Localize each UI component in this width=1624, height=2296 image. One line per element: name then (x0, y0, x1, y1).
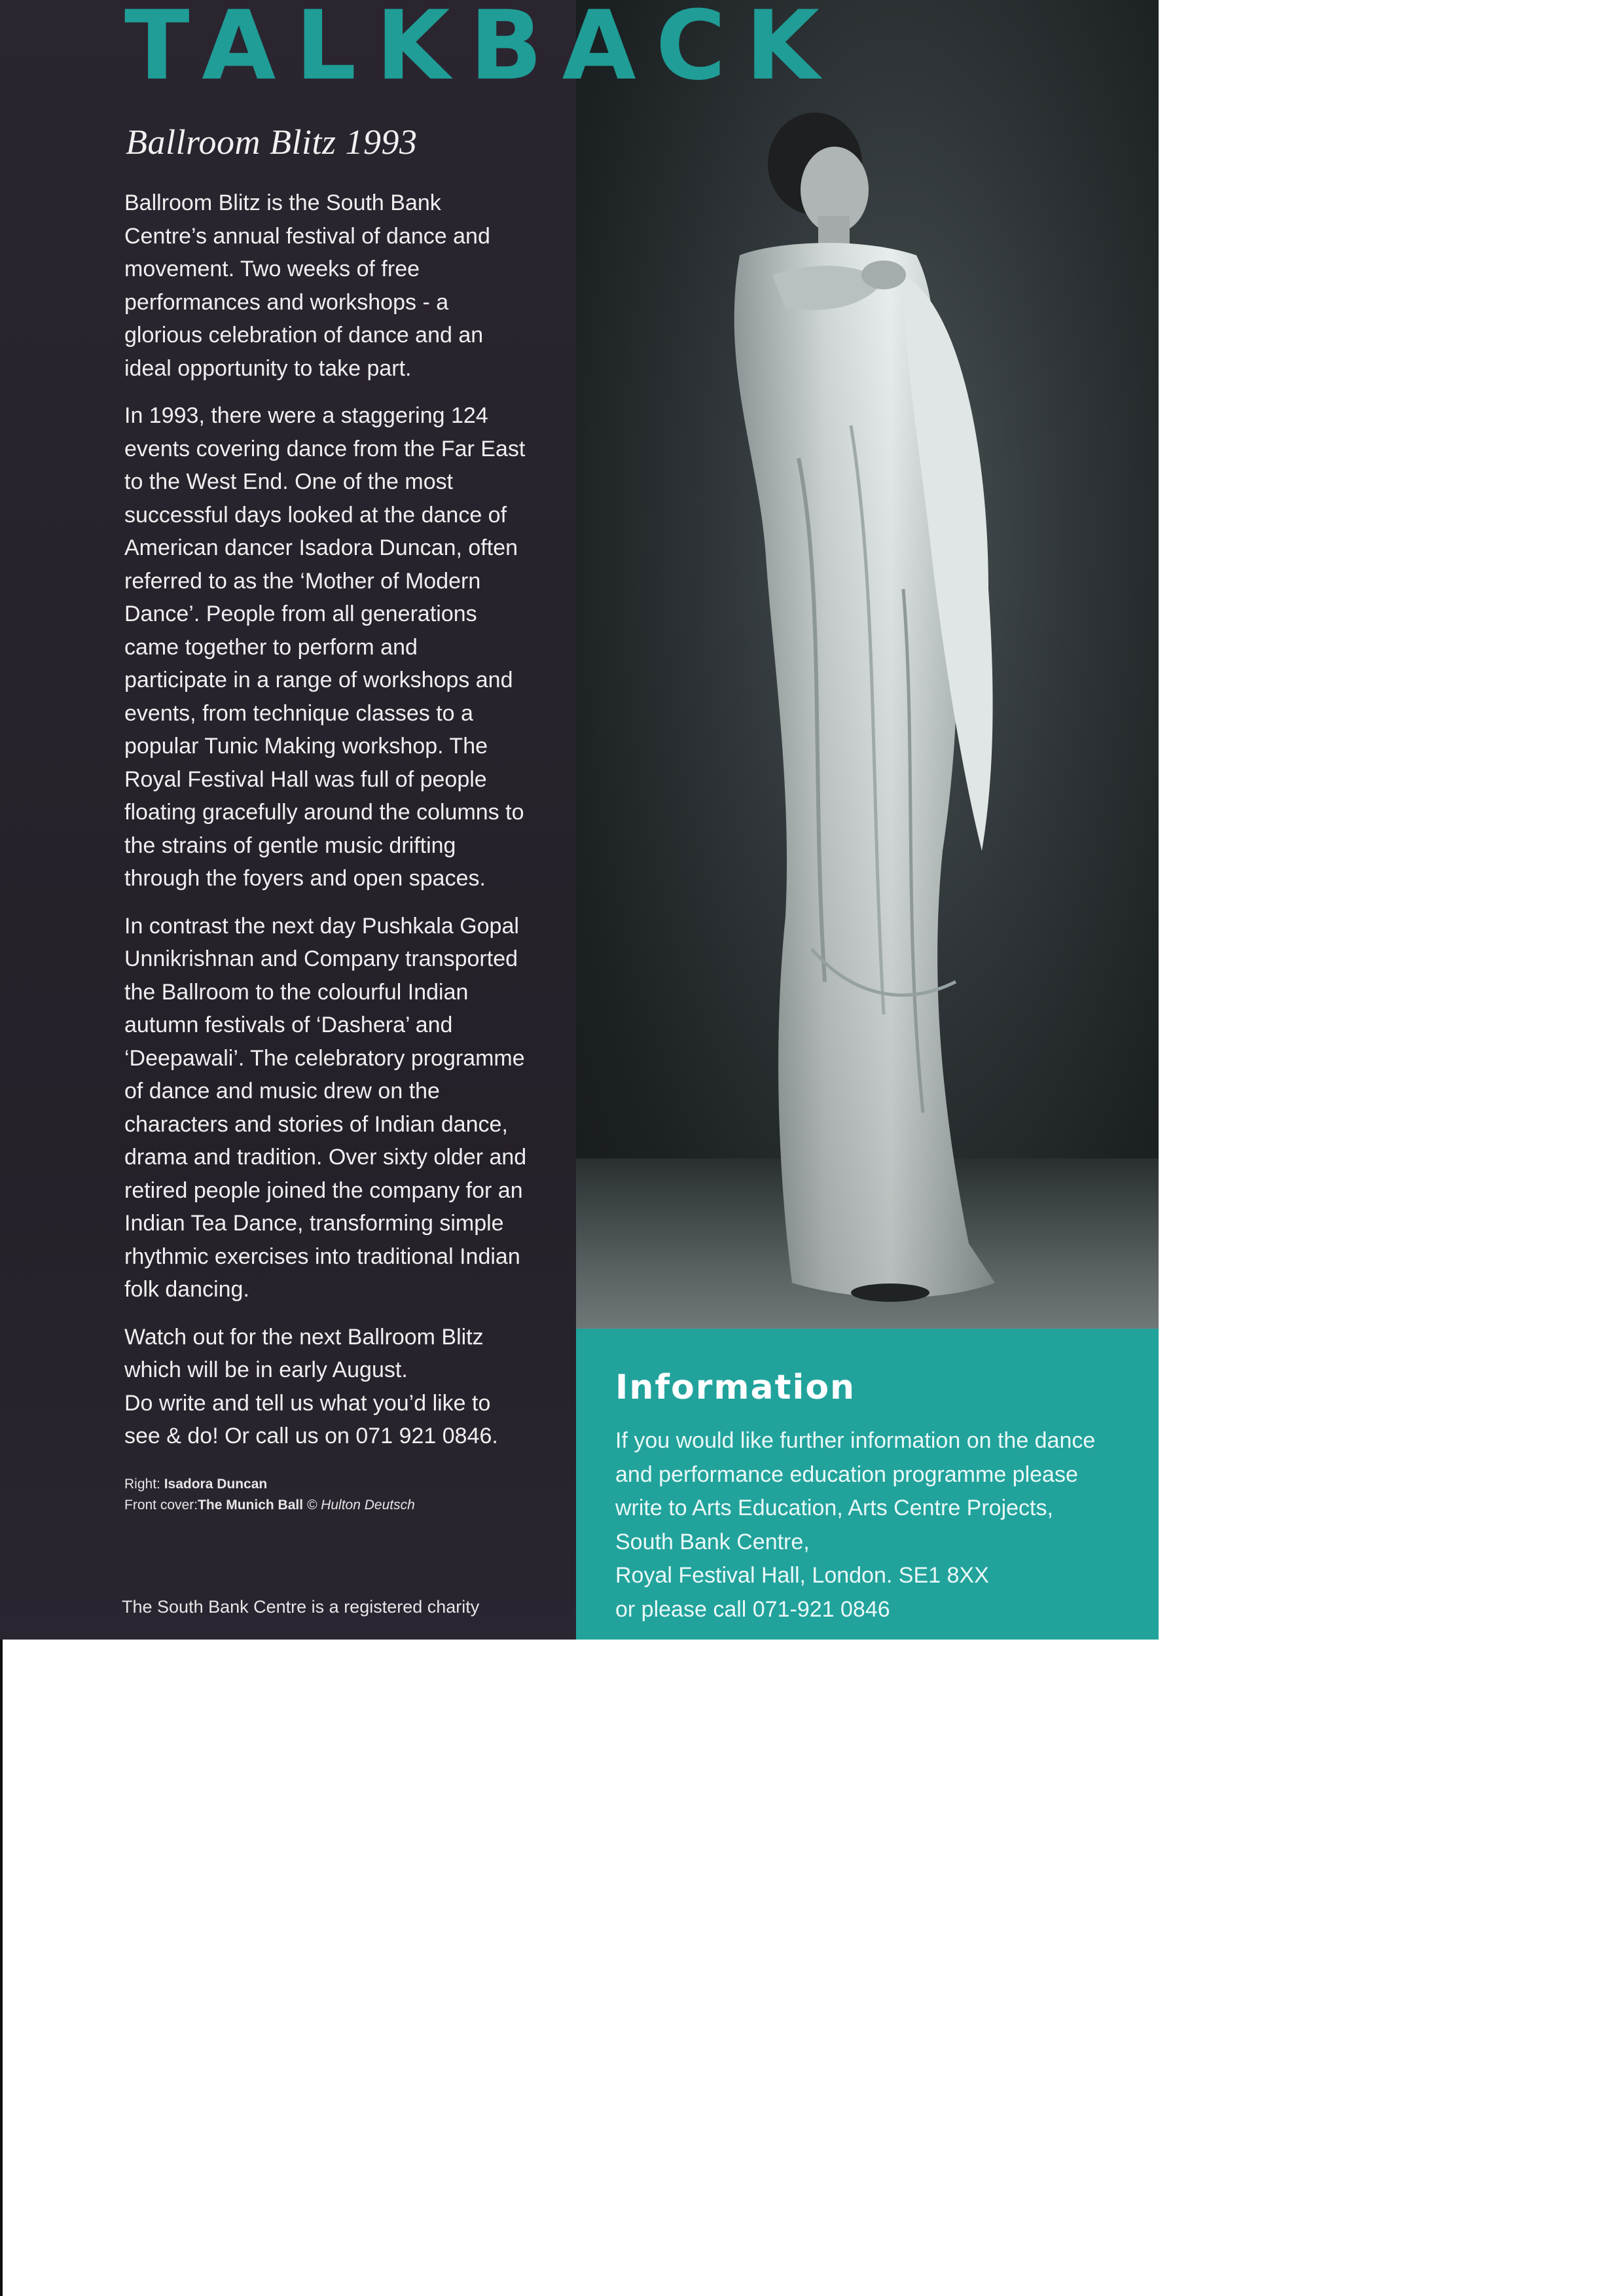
article-body (124, 187, 583, 1467)
masthead-title: TALKBACK (124, 0, 839, 101)
information-body: If you would like further information on the dance and performance education programme please write to Arts Education, Arts Centre Projects, South Bank Centre, Royal Festival Hall, London. SE1 8XX or please call 071-921 0846 (615, 1428, 1096, 1622)
caption-cover-credit: © Hulton Deutsch (303, 1498, 415, 1513)
caption-cover-prefix: Front cover: (124, 1498, 198, 1513)
caption-right-prefix: Right: (124, 1477, 164, 1492)
caption-right (124, 1474, 415, 1495)
dancer-figure-illustration (576, 0, 1159, 1329)
article-paragraph-2: In 1993, there were a staggering 124 events covering dance from the Far East to the West End. One of the most successful days looked at the dance of American dancer Isadora Duncan, often referred to as the ‘Mother of Modern Dance’. People from all generations came together to perform and participate in a range of workshops and events, from technique classes to a popular Tunic Making workshop. The Royal Festival Hall was full of people floating gracefully around the columns to the strains of gentle music drifting through the foyers and open spaces. (124, 403, 526, 891)
article-paragraph-3: In contrast the next day Pushkala Gopal Unnikrishnan and Company transported the Ballroom to the colourful Indian autumn festivals of ‘Dashera’ and ‘Deepawali’. The celebratory programme of dance and music drew on the characters and stories of Indian dance, drama and tradition. Over sixty older and retired people joined the company for an Indian Tea Dance, transforming simple rhythmic exercises into traditional Indian folk dancing. (124, 913, 527, 1302)
photo-captions (124, 1474, 415, 1516)
isadora-duncan-photo (576, 0, 1159, 1329)
caption-right-name: Isadora Duncan (164, 1477, 268, 1492)
caption-front-cover (124, 1495, 415, 1516)
article-paragraph-4: Watch out for the next Ballroom Blitz which will be in early August. Do write and tell us what you’d like to see & do! Or call us on 071 921 0846. (124, 1324, 498, 1448)
article-title: Ballroom Blitz 1993 (126, 122, 418, 162)
charity-note: The South Bank Centre is a registered charity (122, 1597, 480, 1617)
information-heading: Information (615, 1368, 856, 1407)
scan-edge-line (0, 1640, 3, 2296)
article-paragraph-1: Ballroom Blitz is the South Bank Centre’s annual festival of dance and movement. Two weeks of free performances and workshops - a glorious celebration of dance and an ideal opportunity to take part. (124, 190, 490, 381)
caption-cover-name: The Munich Ball (198, 1498, 304, 1513)
